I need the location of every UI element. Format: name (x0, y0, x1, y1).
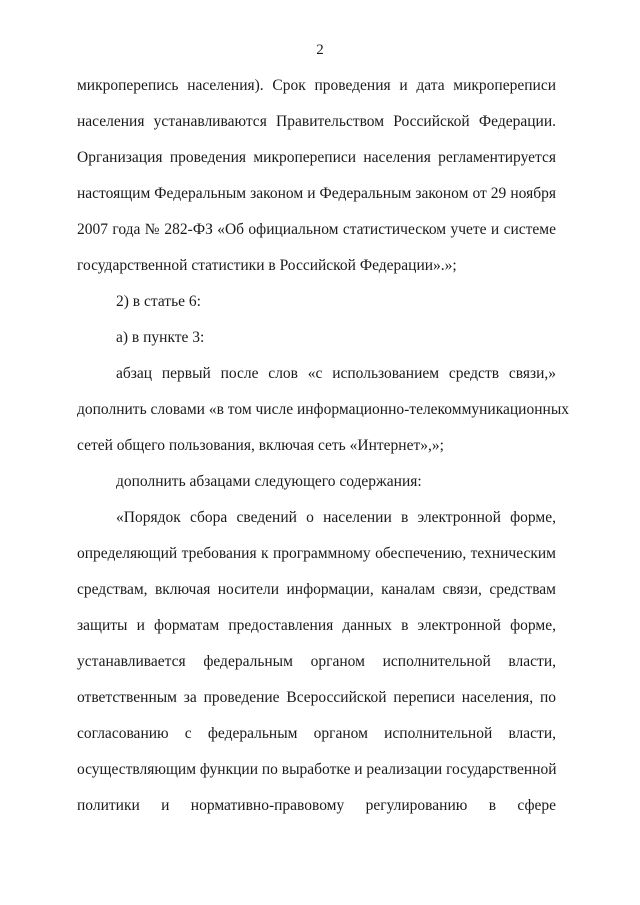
text-line: государственной статистики в Российской Федерации».»; (77, 257, 457, 274)
text-line: согласованию с федеральным органом исполнительной власти, (77, 725, 556, 742)
page-number: 2 (316, 42, 324, 58)
text-line: ответственным за проведение Всероссийской переписи населения, по (77, 689, 556, 706)
text-line: абзац первый после слов «с использованием средств связи,» (116, 365, 556, 382)
text-line: дополнить абзацами следующего содержания: (116, 473, 422, 490)
text-line: средствам, включая носители информации, каналам связи, средствам (77, 581, 556, 598)
text-line: населения устанавливаются Правительством Российской Федерации. (77, 113, 556, 130)
list-item-heading: 2) в статье 6: (116, 293, 201, 310)
text-line: определяющий требования к программному обеспечению, техническим (77, 545, 556, 562)
text-line: 2007 года № 282-ФЗ «Об официальном статистическом учете и системе (77, 221, 556, 238)
text-line: настоящим Федеральным законом и Федеральным законом от 29 ноября (77, 185, 556, 202)
text-line: сетей общего пользования, включая сеть «Интернет»,»; (77, 437, 444, 454)
text-line: политики и нормативно-правовому регулированию в сфере (77, 797, 556, 814)
text-line: дополнить словами «в том числе информационно-телекоммуникационных (77, 401, 569, 418)
text-line: устанавливается федеральным органом исполнительной власти, (77, 653, 556, 670)
text-line: осуществляющим функции по выработке и реализации государственной (77, 761, 557, 778)
list-item-heading: а) в пункте 3: (116, 329, 205, 346)
text-line: Организация проведения микропереписи населения регламентируется (77, 149, 556, 166)
text-line: «Порядок сбора сведений о населении в электронной форме, (116, 509, 556, 526)
text-line: защиты и форматам предоставления данных в электронной форме, (77, 617, 556, 634)
text-line: микроперепись населения). Срок проведения и дата микропереписи (77, 77, 556, 94)
